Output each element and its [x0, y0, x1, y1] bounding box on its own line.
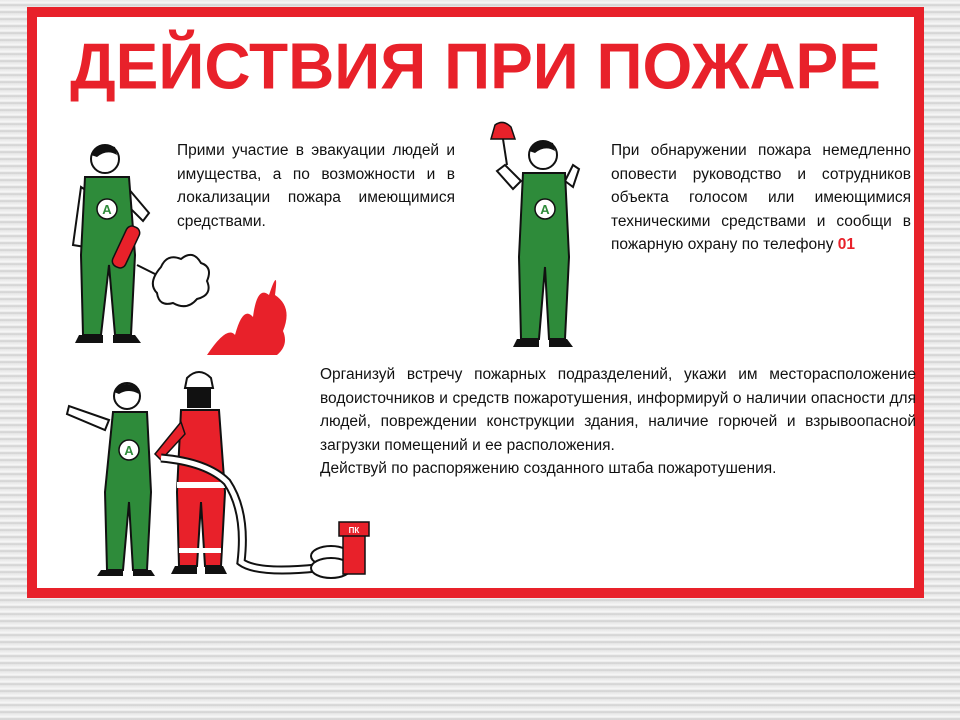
alarm-instruction [611, 139, 911, 257]
badge-letter: А [124, 443, 134, 458]
evacuation-instruction: Прими участие в эвакуации людей и имущества, а по возможности и в локализации пожара имеющимися средствами. [177, 142, 455, 230]
fire-safety-poster [27, 7, 924, 598]
command-instruction-text: Действуй по распоряжению созданного штаба пожаротушения. [320, 460, 777, 477]
meeting-instruction-text: Организуй встречу пожарных подразделений, укажи им месторасположение водоисточников и средств пожаротушения, информируй о наличии опасности для людей, повреждении конструкции здания, наличие горючей и взрывоопасной загрузки помещений и ее расположения. [320, 366, 916, 454]
alarm-instruction-text: При обнаружении пожара немедленно оповести руководство и сотрудников объекта голосом или имеющимися техническими средствами и сообщи в пожарную охрану по телефону [611, 142, 911, 253]
emergency-phone-number: 01 [837, 236, 855, 253]
poster-title: ДЕЙСТВИЯ ПРИ ПОЖАРЕ [70, 29, 881, 103]
illustration-alarm-worker [477, 117, 587, 352]
hydrant-label: ПК [348, 526, 360, 535]
badge-letter: А [540, 202, 550, 217]
firefighter-meeting-instruction [320, 363, 916, 481]
badge-letter: А [102, 202, 112, 217]
